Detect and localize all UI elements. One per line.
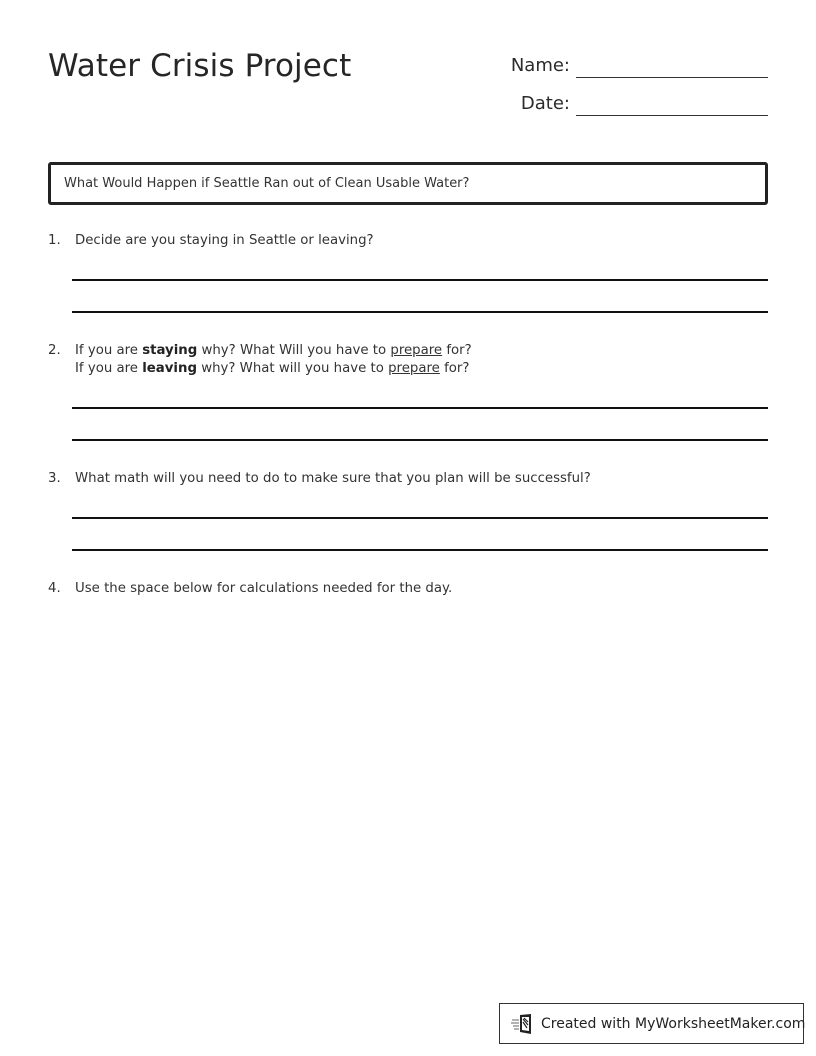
name-field-row	[490, 48, 768, 78]
footer-text: Created with MyWorksheetMaker.com	[541, 1016, 806, 1032]
question-text: Decide are you staying in Seattle or leaving?	[75, 233, 374, 248]
question-number: 2.	[48, 343, 61, 358]
answer-line-3b[interactable]	[72, 549, 768, 551]
question-number: 1.	[48, 233, 61, 248]
calculation-space[interactable]	[72, 605, 768, 985]
answer-line-3a[interactable]	[72, 517, 768, 519]
answer-line-1a[interactable]	[72, 279, 768, 281]
question-text-line-1: If you are staying why? What Will you have to prepare for?	[75, 343, 472, 358]
underline-prepare: prepare	[390, 343, 443, 358]
answer-line-2a[interactable]	[72, 407, 768, 409]
emphasis-staying: staying	[142, 343, 198, 358]
page-title: Water Crisis Project	[48, 48, 352, 84]
name-label: Name:	[510, 55, 570, 76]
answer-line-1b[interactable]	[72, 311, 768, 313]
answer-line-2b[interactable]	[72, 439, 768, 441]
footer-credit[interactable]	[499, 1003, 804, 1044]
underline-prepare: prepare	[388, 361, 440, 376]
question-text: Use the space below for calculations needed for the day.	[75, 581, 453, 596]
question-number: 4.	[48, 581, 61, 596]
date-field[interactable]	[576, 115, 768, 116]
question-text: What math will you need to do to make sure that you plan will be successful?	[75, 471, 591, 486]
name-field[interactable]	[576, 77, 768, 78]
emphasis-leaving: leaving	[142, 361, 197, 376]
question-number: 3.	[48, 471, 61, 486]
date-field-row	[490, 86, 768, 116]
prompt-box	[48, 162, 768, 205]
question-text-line-2: If you are leaving why? What will you have to prepare for?	[75, 361, 470, 376]
date-label: Date:	[520, 93, 570, 114]
worksheet-maker-logo-icon	[511, 1013, 535, 1035]
prompt-text: What Would Happen if Seattle Ran out of Clean Usable Water?	[64, 176, 470, 191]
